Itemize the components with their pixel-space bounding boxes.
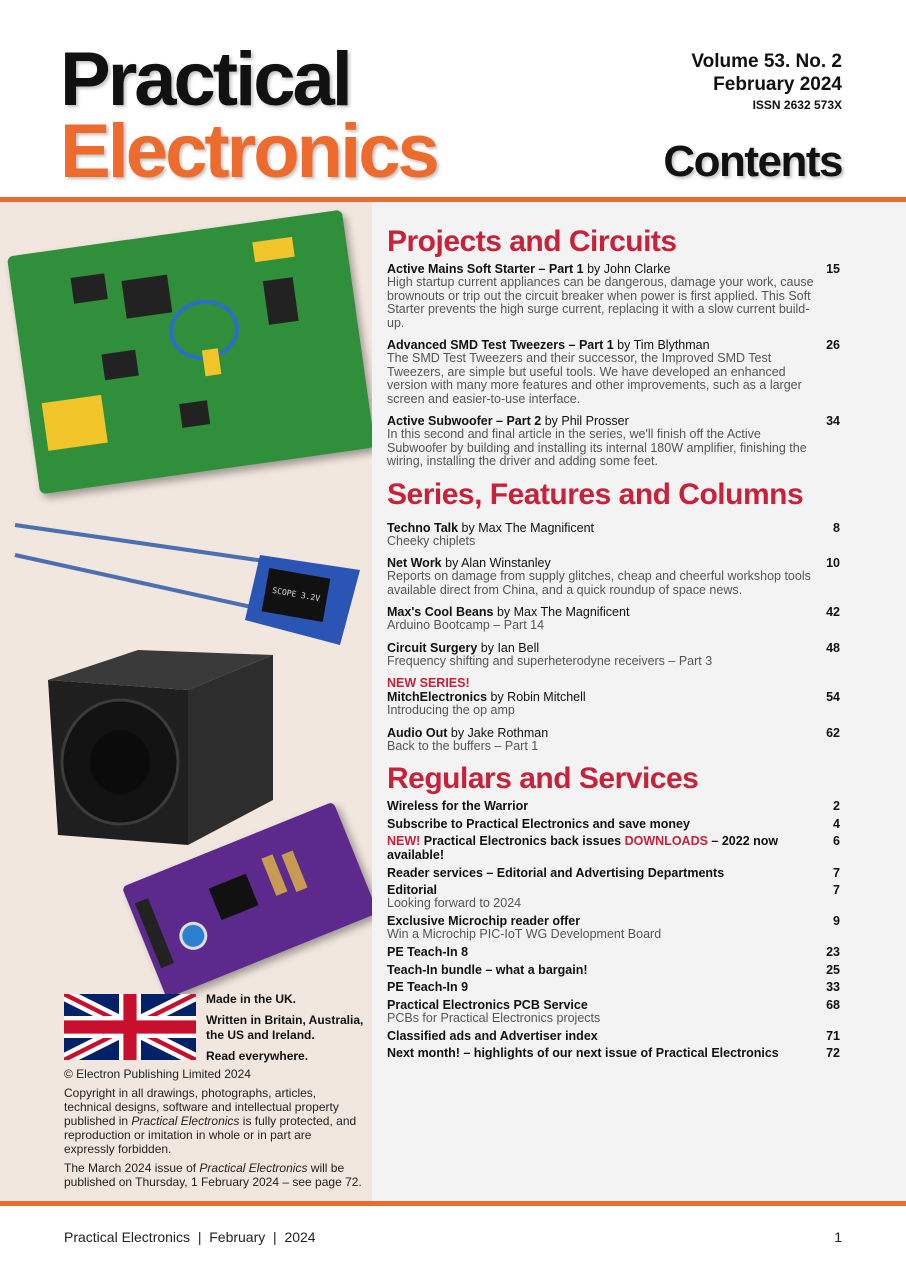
made-line-1: Made in the UK. — [206, 992, 297, 1006]
entry-description: High startup current appliances can be dangerous, damage your work, cause brownouts or trip out the circuit breaker when power is first applied. This Soft Starter prevents the high surge current, replacing it with a slow current build-up. — [387, 275, 814, 330]
toc-entry[interactable]: Teach-In bundle – what a bargain! 25 — [387, 962, 840, 977]
section-heading: Regulars and Services — [387, 762, 699, 795]
toc-entry[interactable]: NEW! Practical Electronics back issues DOWNLOADS – 2022 now available! 6 — [387, 834, 840, 862]
toc-entry[interactable]: MitchElectronics by Robin Mitchell 54 Introducing the op amp — [387, 690, 840, 717]
page-number: 62 — [826, 725, 840, 740]
copyright-owner: © Electron Publishing Limited 2024 — [64, 1067, 251, 1081]
page-number: 6 — [833, 834, 840, 848]
toc-entry[interactable]: Techno Talk by Max The Magnificent 8 Cheeky chiplets — [387, 520, 840, 548]
page-number: 54 — [826, 690, 840, 704]
toc-entry[interactable]: Net Work by Alan Winstanley 10 Reports on damage from supply glitches, cheap and cheerful workshop tools available direct from China, and a quick roundup of space news. — [387, 556, 840, 597]
page-number: 33 — [826, 980, 840, 994]
toc-entry[interactable]: Editorial 7 Looking forward to 2024 — [387, 883, 840, 910]
copyright-paragraph: Copyright in all drawings, photographs, articles, technical designs, software and intellectual property published in Practical Electronics is fully protected, and reproduction or imitation in whole or in part are expressly forbidden. — [64, 1086, 357, 1156]
issue-date: February 2024 — [713, 74, 842, 95]
issue-info — [691, 50, 842, 96]
copyright-notice — [64, 1067, 364, 1194]
toc-entry[interactable]: Active Mains Soft Starter – Part 1 by John Clarke 15 High startup current appliances can be dangerous, damage your work, cause brownouts or trip out the circuit breaker when power is first applied. This Soft Starter prevents the high surge current, replacing it with a slow current build-up. — [387, 262, 840, 330]
toc-entry[interactable]: PE Teach-In 8 23 — [387, 945, 840, 959]
entry-description: Frequency shifting and superheterodyne receivers – Part 3 — [387, 653, 713, 668]
made-line-2: Written in Britain, Australia, the US and Ireland. — [206, 1013, 364, 1042]
entry-description: Win a Microchip PIC-IoT WG Development Board — [387, 927, 662, 941]
union-jack-flag-icon — [64, 994, 196, 1060]
toc-entry[interactable]: Practical Electronics PCB Service 68 PCBs for Practical Electronics projects — [387, 997, 840, 1025]
entry-description: Reports on damage from supply glitches, cheap and cheerful workshop tools available direct from China, and a quick roundup of space news. — [387, 569, 811, 597]
volume-number: Volume 53. No. 2 — [691, 51, 842, 72]
toc-entry[interactable]: Max's Cool Beans by Max The Magnificent 42 Arduino Bootcamp – Part 14 — [387, 605, 840, 632]
page-number: 34 — [826, 414, 840, 428]
page-number: 25 — [826, 962, 840, 977]
footer-publication: Practical Electronics | February | 2024 — [64, 1229, 316, 1245]
entry-description: The SMD Test Tweezers and their successor, the Improved SMD Test Tweezers, are simple but useful tools. We have developed an enhanced version with many more features and other improvements, such as a larger screen and easier-to-use interface. — [387, 351, 802, 406]
made-in-uk-note — [206, 992, 366, 1070]
page-number: 23 — [826, 945, 840, 959]
next-issue-note: The March 2024 issue of Practical Electronics will be published on Thursday, 1 February 2024 – see page 72. — [64, 1161, 362, 1189]
entry-description: Cheeky chiplets — [387, 533, 476, 548]
page-number: 68 — [826, 997, 840, 1012]
section-heading: Series, Features and Columns — [387, 477, 804, 511]
page-number: 2 — [833, 799, 840, 813]
page-number: 7 — [833, 883, 840, 897]
entry-description: Arduino Bootcamp – Part 14 — [387, 618, 545, 632]
page-number: 4 — [833, 816, 840, 831]
entry-description: Back to the buffers – Part 1 — [387, 738, 539, 753]
brand-title-line2: Electronics — [60, 109, 437, 194]
smd-tweezers-photo — [10, 515, 370, 655]
masthead — [0, 0, 906, 197]
page-number: 48 — [826, 640, 840, 655]
page-number: 15 — [826, 262, 840, 276]
toc-entry[interactable]: Reader services – Editorial and Advertising Departments 7 — [387, 865, 840, 880]
toc-entry[interactable]: Wireless for the Warrior 2 — [387, 799, 840, 813]
page-number: 71 — [826, 1028, 840, 1043]
entry-description: Introducing the op amp — [387, 703, 515, 717]
toc-entry[interactable]: Classified ads and Advertiser index 71 — [387, 1028, 840, 1043]
page-number: 10 — [826, 556, 840, 570]
section-heading: Projects and Circuits — [387, 225, 677, 258]
page-title: Contents — [663, 137, 842, 186]
page-number: 9 — [833, 914, 840, 928]
toc-entry[interactable]: Subscribe to Practical Electronics and save money 4 — [387, 816, 840, 831]
brand-title-line1: Practical — [60, 37, 350, 122]
toc-entry[interactable]: Next month! – highlights of our next issue of Practical Electronics 72 — [387, 1046, 840, 1060]
page-number: 7 — [833, 865, 840, 880]
page-number: 8 — [833, 520, 840, 535]
page-number: 72 — [826, 1046, 840, 1060]
page-number: 42 — [826, 605, 840, 619]
page-number: 26 — [826, 338, 840, 352]
new-series-badge: NEW SERIES! — [387, 676, 470, 690]
toc-entry[interactable]: Active Subwoofer – Part 2 by Phil Prosser 34 In this second and final article in the series, we'll finish off the Active Subwoofer by building and installing its internal 180W amplifier, finishing the wiring, installing the driver and adding some feet. — [387, 414, 840, 468]
svg-text:SCOPE 3.2V: SCOPE 3.2V — [271, 585, 321, 604]
entry-description: In this second and final article in the series, we'll finish off the Active Subwoofer by building and installing its internal 180W amplifier, finishing the wiring, installing the driver and adding some feet. — [387, 427, 807, 468]
toc-entry[interactable]: Audio Out by Jake Rothman 62 Back to the buffers – Part 1 — [387, 725, 840, 753]
bottom-divider — [0, 1201, 906, 1206]
subwoofer-photo — [38, 650, 278, 850]
footer-page-number: 1 — [834, 1229, 842, 1245]
entry-description: Looking forward to 2024 — [387, 896, 522, 910]
toc-entry[interactable]: PE Teach-In 9 33 — [387, 980, 840, 994]
issn: ISSN 2632 573X — [752, 98, 842, 112]
entry-description: PCBs for Practical Electronics projects — [387, 1010, 601, 1025]
toc-entry[interactable]: Exclusive Microchip reader offer 9 Win a Microchip PIC-IoT WG Development Board — [387, 914, 840, 941]
soft-starter-pcb-photo — [7, 210, 375, 495]
made-line-3: Read everywhere. — [206, 1049, 309, 1063]
table-of-contents — [387, 224, 842, 1064]
toc-entry[interactable]: Circuit Surgery by Ian Bell 48 Frequency shifting and superheterodyne receivers – Part 3 — [387, 640, 840, 668]
toc-entry[interactable]: Advanced SMD Test Tweezers – Part 1 by Tim Blythman 26 The SMD Test Tweezers and their successor, the Improved SMD Test Tweezers, are simple but useful tools. We have developed an enhanced version with many more features and other improvements, such as a larger screen and easier-to-use interface. — [387, 338, 840, 406]
